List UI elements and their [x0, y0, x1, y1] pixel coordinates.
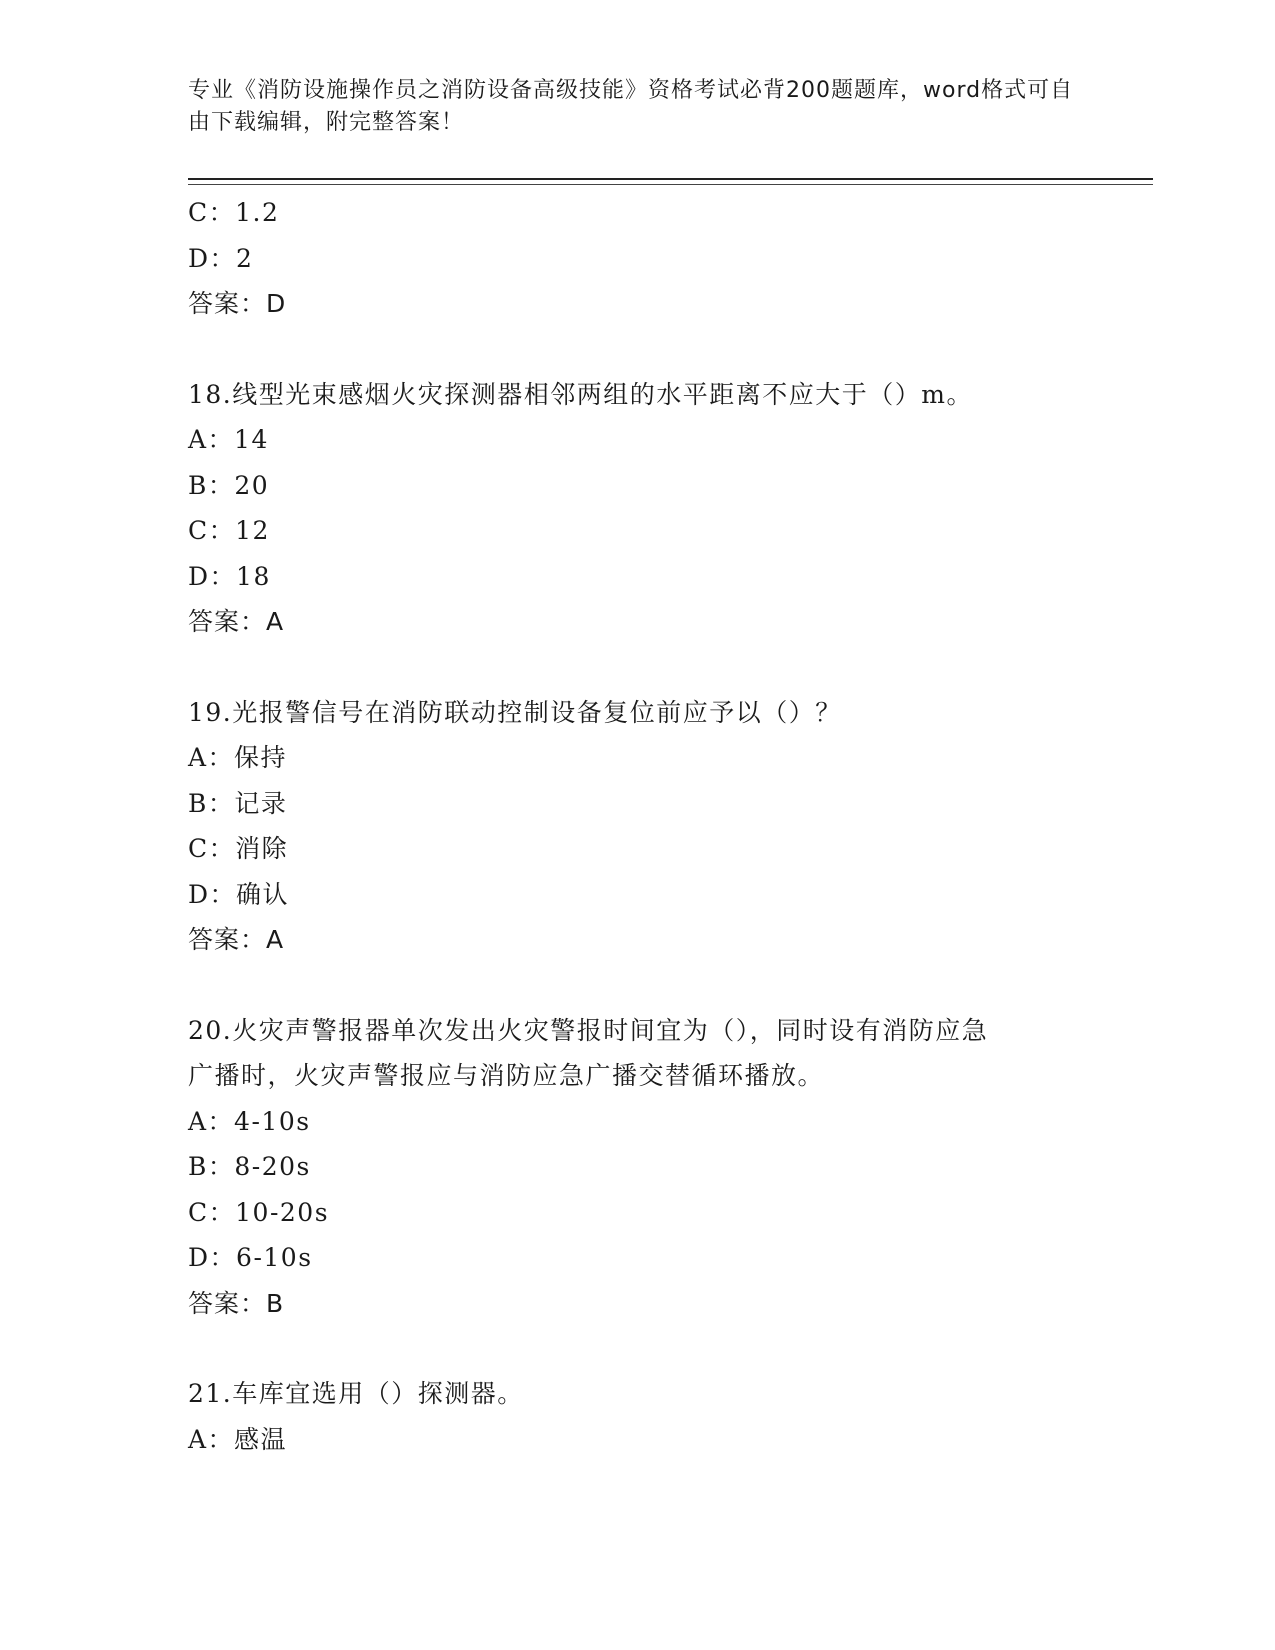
- question-19: [188, 690, 1088, 963]
- question-content: [188, 190, 1088, 1462]
- previous-question-tail: [188, 190, 1088, 327]
- question-21: [188, 1371, 1088, 1462]
- option-a: A：感温: [188, 1424, 288, 1454]
- option-c: C：12: [188, 516, 270, 545]
- question-text: 20.火灾声警报器单次发出火灾警报时间宜为（），同时设有消防应急: [188, 1015, 989, 1045]
- header-divider-thick: [188, 178, 1153, 180]
- document-header: [188, 75, 1078, 139]
- option-b: B：8-20s: [188, 1152, 311, 1181]
- question-text: 21.车库宜选用（）探测器。: [188, 1379, 524, 1408]
- answer: 答案：A: [188, 925, 285, 954]
- option-d: D：6-10s: [188, 1243, 313, 1272]
- answer: 答案：B: [188, 1288, 285, 1318]
- spacer: [188, 963, 1088, 1008]
- option-a: A：4-10s: [188, 1106, 311, 1136]
- question-text: 19.光报警信号在消防联动控制设备复位前应予以（）？: [188, 697, 842, 727]
- question-20: [188, 1008, 1088, 1327]
- question-18: [188, 372, 1088, 645]
- option-d: D：18: [188, 561, 271, 591]
- answer: 答案：A: [188, 607, 285, 636]
- spacer: [188, 1326, 1088, 1371]
- question-text-continued: 广播时，火灾声警报应与消防应急广播交替循环播放。: [188, 1061, 825, 1090]
- option-a: A：保持: [188, 743, 288, 772]
- option-b: B：20: [188, 470, 270, 500]
- option-c: C：10-20s: [188, 1197, 330, 1227]
- header-title: 专业《消防设施操作员之消防设备高级技能》资格考试必背200题题库，word格式可自由下载编辑，附完整答案！: [188, 78, 1074, 135]
- header-divider-thin: [188, 184, 1153, 185]
- option-c: C：消除: [188, 834, 289, 863]
- option-d: D：2: [188, 243, 254, 273]
- option-a: A：14: [188, 425, 269, 454]
- spacer: [188, 645, 1088, 690]
- option-c: C：1.2: [188, 198, 280, 227]
- answer: 答案：D: [188, 289, 287, 318]
- option-d: D：确认: [188, 879, 290, 909]
- question-text: 18.线型光束感烟火灾探测器相邻两组的水平距离不应大于（）m。: [188, 379, 973, 409]
- option-b: B：记录: [188, 788, 288, 818]
- spacer: [188, 327, 1088, 372]
